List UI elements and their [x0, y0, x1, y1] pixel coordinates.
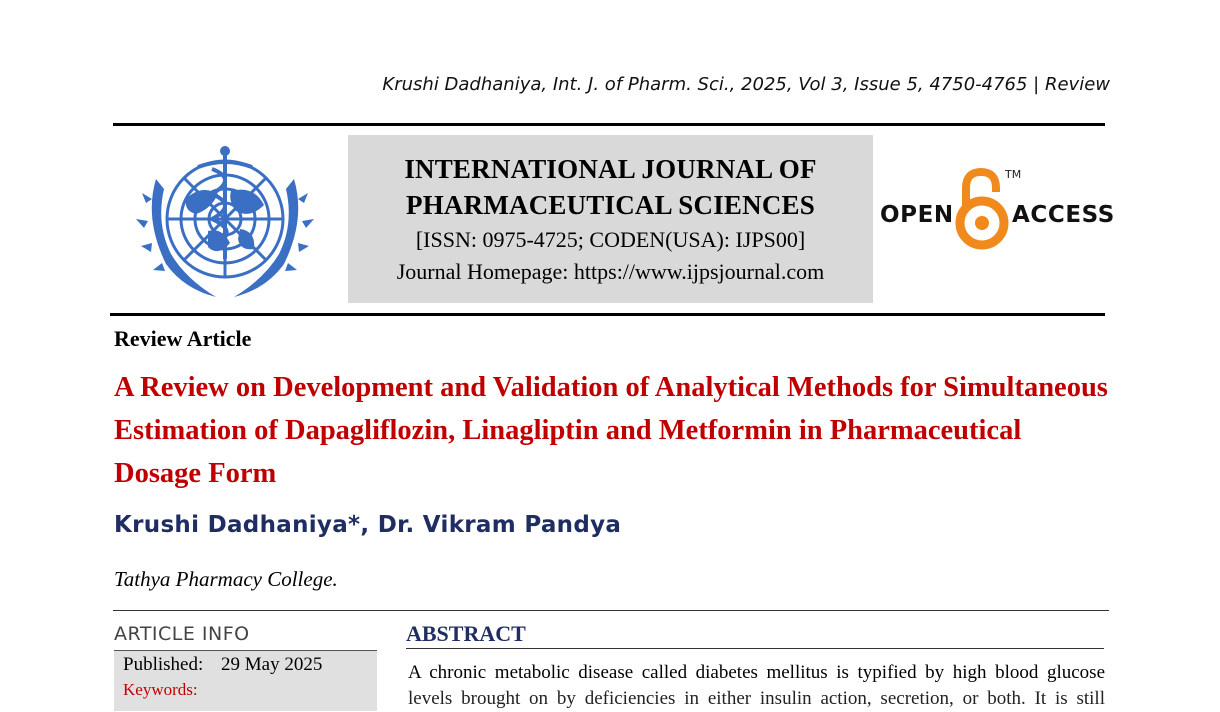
- header-rule-bottom: [110, 313, 1105, 316]
- published-label: Published:: [123, 654, 204, 675]
- abstract-rule: [406, 648, 1104, 649]
- journal-emblem-icon: [126, 139, 324, 305]
- keywords-label: Keywords:: [123, 680, 198, 699]
- abstract-text-line1: A chronic metabolic disease called diabetes mellitus is typified by high blood glucose: [408, 662, 1105, 683]
- abstract-heading: ABSTRACT: [406, 621, 526, 646]
- article-info-box: [114, 650, 377, 711]
- open-access-word-access: ACCESS: [1012, 202, 1115, 228]
- journal-homepage: Journal Homepage: https://www.ijpsjournal.com: [396, 259, 825, 284]
- journal-title-line2: PHARMACEUTICAL SCIENCES: [406, 190, 815, 220]
- article-info-heading: ARTICLE INFO: [114, 623, 250, 645]
- running-citation: Krushi Dadhaniya, Int. J. of Pharm. Sci., 2025, Vol 3, Issue 5, 4750-4765 | Review: [382, 74, 1110, 95]
- open-lock-icon: [954, 166, 1010, 252]
- abstract-text-line2: levels brought on by deficiencies in either insulin action, secretion, or both. It is still: [408, 688, 1105, 709]
- journal-masthead: [348, 135, 873, 303]
- published-date: 29 May 2025: [221, 654, 323, 675]
- journal-title: [348, 151, 873, 223]
- journal-issn: [ISSN: 0975-4725; CODEN(USA): IJPS00]: [415, 227, 806, 252]
- author-list: Krushi Dadhaniya*, Dr. Vikram Pandya: [114, 512, 622, 538]
- article-type: Review Article: [114, 326, 252, 351]
- journal-title-line1: INTERNATIONAL JOURNAL OF: [404, 154, 817, 184]
- section-divider: [113, 610, 1109, 611]
- open-access-word-open: OPEN: [880, 202, 954, 228]
- paper-title: A Review on Development and Validation of Analytical Methods for Simultaneous Estimation of Dapagliflozin, Linagliptin and Metformin in Pharmaceutical Dosage Form: [114, 372, 1108, 489]
- author-affiliation: Tathya Pharmacy College.: [114, 567, 338, 591]
- open-access-logo: [880, 166, 1115, 256]
- trademark-mark: TM: [1005, 168, 1022, 181]
- header-rule-top: [113, 123, 1105, 126]
- published-row: [123, 654, 322, 676]
